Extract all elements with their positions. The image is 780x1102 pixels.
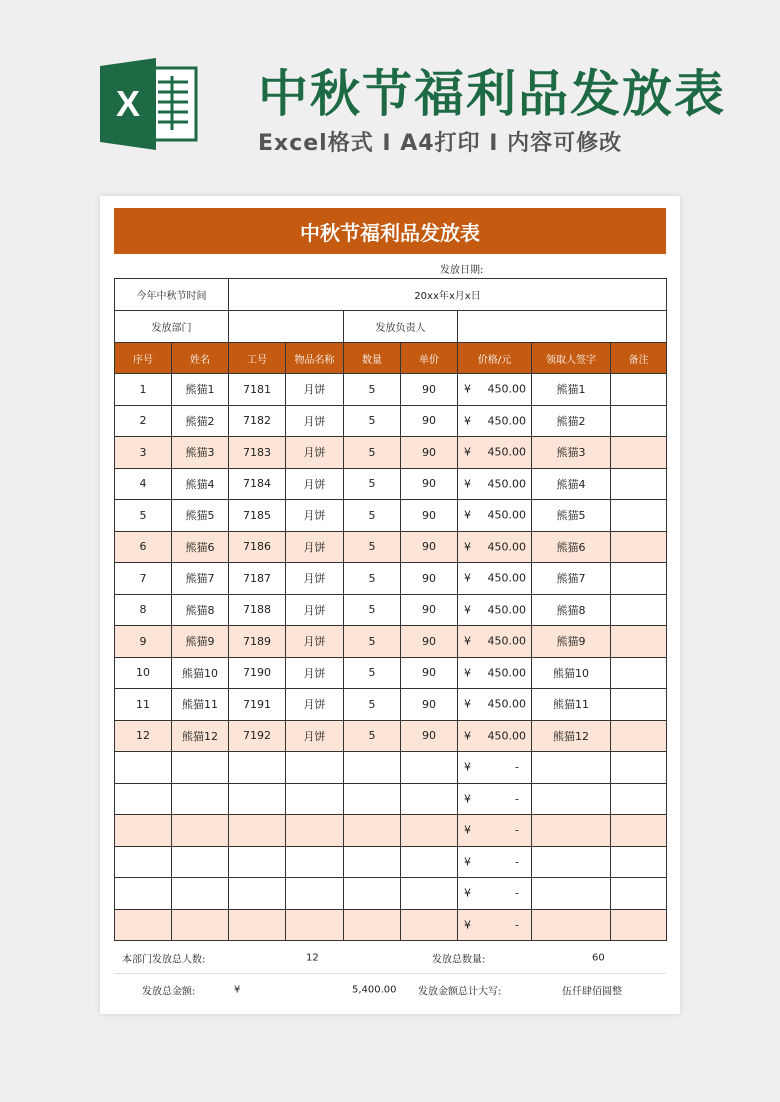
page-subtitle: Excel格式 I A4打印 I 内容可修改	[258, 131, 623, 156]
department-row	[115, 311, 667, 343]
note-cell[interactable]	[611, 909, 667, 941]
currency-symbol: ¥	[464, 382, 471, 396]
employee-id-cell[interactable]: 7186	[229, 531, 286, 563]
signature-cell[interactable]: 熊猫7	[532, 563, 611, 595]
note-cell[interactable]	[611, 531, 667, 563]
table-row	[115, 594, 667, 626]
person-value[interactable]	[458, 311, 667, 343]
item-cell[interactable]: 月饼	[286, 531, 344, 563]
name-cell[interactable]: 熊猫12	[172, 720, 229, 752]
quantity-cell[interactable]: 5	[344, 531, 401, 563]
note-cell[interactable]	[611, 626, 667, 658]
employee-id-cell[interactable]: 7181	[229, 374, 286, 406]
currency-symbol: ¥	[464, 886, 471, 900]
table-row	[115, 405, 667, 437]
row-number[interactable]: 5	[115, 500, 172, 532]
employee-id-cell[interactable]: 7192	[229, 720, 286, 752]
item-cell[interactable]: 月饼	[286, 500, 344, 532]
unit-price-cell[interactable]	[401, 752, 458, 784]
column-header: 工号	[229, 343, 286, 374]
employee-id-cell[interactable]	[229, 815, 286, 847]
date-line	[114, 256, 666, 278]
amount-words-value: 伍仟肆佰圆整	[562, 986, 622, 998]
row-number[interactable]: 12	[115, 720, 172, 752]
currency-symbol: ¥	[464, 414, 471, 428]
price-cell[interactable]	[458, 689, 532, 721]
note-cell[interactable]	[611, 815, 667, 847]
row-number[interactable]: 8	[115, 594, 172, 626]
row-number[interactable]: 4	[115, 468, 172, 500]
signature-cell[interactable]	[532, 752, 611, 784]
employee-id-cell[interactable]: 7187	[229, 563, 286, 595]
table-row	[115, 657, 667, 689]
price-value: 450.00	[487, 414, 526, 428]
note-cell[interactable]	[611, 405, 667, 437]
item-cell[interactable]: 月饼	[286, 594, 344, 626]
table-row	[115, 468, 667, 500]
price-value: 450.00	[487, 729, 526, 743]
total-qty-label: 发放总数量:	[432, 954, 486, 965]
quantity-cell[interactable]: 5	[344, 468, 401, 500]
currency-symbol: ¥	[464, 697, 471, 711]
table-row	[115, 563, 667, 595]
signature-cell[interactable]: 熊猫5	[532, 500, 611, 532]
unit-price-cell[interactable]: 90	[401, 594, 458, 626]
price-value: -	[515, 918, 519, 932]
department-label: 发放部门	[115, 311, 229, 343]
row-number[interactable]	[115, 878, 172, 910]
quantity-cell[interactable]: 5	[344, 374, 401, 406]
price-value: 450.00	[487, 634, 526, 648]
employee-id-cell[interactable]: 7183	[229, 437, 286, 469]
employee-id-cell[interactable]	[229, 752, 286, 784]
unit-price-cell[interactable]: 90	[401, 374, 458, 406]
signature-cell[interactable]: 熊猫9	[532, 626, 611, 658]
table-row	[115, 500, 667, 532]
name-cell[interactable]: 熊猫6	[172, 531, 229, 563]
name-cell[interactable]	[172, 815, 229, 847]
column-header-row	[115, 343, 667, 374]
table-row	[115, 720, 667, 752]
sheet-title: 中秋节福利品发放表	[114, 208, 666, 254]
note-cell[interactable]	[611, 720, 667, 752]
price-cell[interactable]	[458, 846, 532, 878]
quantity-cell[interactable]: 5	[344, 563, 401, 595]
signature-cell[interactable]: 熊猫2	[532, 405, 611, 437]
item-cell[interactable]: 月饼	[286, 689, 344, 721]
price-value: 450.00	[487, 445, 526, 459]
employee-id-cell[interactable]: 7190	[229, 657, 286, 689]
currency-symbol: ¥	[464, 855, 471, 869]
unit-price-cell[interactable]	[401, 878, 458, 910]
note-cell[interactable]	[611, 689, 667, 721]
signature-cell[interactable]: 熊猫11	[532, 689, 611, 721]
welfare-table	[114, 278, 667, 941]
festival-time-label: 今年中秋节时间	[115, 279, 229, 311]
item-cell[interactable]: 月饼	[286, 437, 344, 469]
signature-cell[interactable]: 熊猫3	[532, 437, 611, 469]
currency-symbol: ¥	[464, 729, 471, 743]
signature-cell[interactable]: 熊猫12	[532, 720, 611, 752]
item-cell[interactable]: 月饼	[286, 468, 344, 500]
column-header: 物品名称	[286, 343, 344, 374]
item-cell[interactable]	[286, 752, 344, 784]
price-value: 450.00	[487, 508, 526, 522]
currency-symbol: ¥	[464, 634, 471, 648]
name-cell[interactable]	[172, 752, 229, 784]
currency-symbol: ¥	[234, 984, 241, 996]
row-number[interactable]	[115, 909, 172, 941]
row-number[interactable]: 2	[115, 405, 172, 437]
table-row	[115, 878, 667, 910]
price-cell[interactable]	[458, 752, 532, 784]
item-cell[interactable]	[286, 815, 344, 847]
row-number[interactable]	[115, 783, 172, 815]
unit-price-cell[interactable]: 90	[401, 468, 458, 500]
excel-logo-icon	[100, 58, 200, 150]
name-cell[interactable]: 熊猫3	[172, 437, 229, 469]
price-value: 450.00	[487, 666, 526, 680]
name-cell[interactable]: 熊猫4	[172, 468, 229, 500]
employee-id-cell[interactable]: 7184	[229, 468, 286, 500]
row-number[interactable]: 10	[115, 657, 172, 689]
name-cell[interactable]: 熊猫2	[172, 405, 229, 437]
signature-cell[interactable]: 熊猫6	[532, 531, 611, 563]
currency-symbol: ¥	[464, 603, 471, 617]
price-value: -	[515, 792, 519, 806]
price-cell[interactable]	[458, 468, 532, 500]
price-cell[interactable]	[458, 405, 532, 437]
column-header: 价格/元	[458, 343, 532, 374]
summary-row-2	[114, 974, 666, 1006]
price-cell[interactable]	[458, 720, 532, 752]
note-cell[interactable]	[611, 783, 667, 815]
employee-id-cell[interactable]: 7185	[229, 500, 286, 532]
unit-price-cell[interactable]: 90	[401, 626, 458, 658]
unit-price-cell[interactable]: 90	[401, 657, 458, 689]
price-value: -	[515, 823, 519, 837]
name-cell[interactable]: 熊猫8	[172, 594, 229, 626]
row-number[interactable]: 6	[115, 531, 172, 563]
quantity-cell[interactable]: 5	[344, 437, 401, 469]
price-cell[interactable]	[458, 374, 532, 406]
employee-id-cell[interactable]	[229, 878, 286, 910]
page-title: 中秋节福利品发放表	[258, 65, 726, 123]
name-cell[interactable]	[172, 878, 229, 910]
item-cell[interactable]: 月饼	[286, 626, 344, 658]
currency-symbol: ¥	[464, 540, 471, 554]
signature-cell[interactable]	[532, 846, 611, 878]
signature-cell[interactable]	[532, 878, 611, 910]
price-cell[interactable]	[458, 909, 532, 941]
name-cell[interactable]	[172, 783, 229, 815]
summary-row-1	[114, 942, 666, 974]
employee-id-cell[interactable]	[229, 783, 286, 815]
item-cell[interactable]	[286, 878, 344, 910]
quantity-cell[interactable]: 5	[344, 626, 401, 658]
employee-id-cell[interactable]: 7182	[229, 405, 286, 437]
name-cell[interactable]: 熊猫7	[172, 563, 229, 595]
note-cell[interactable]	[611, 846, 667, 878]
signature-cell[interactable]	[532, 909, 611, 941]
currency-symbol: ¥	[464, 918, 471, 932]
currency-symbol: ¥	[464, 760, 471, 774]
table-row	[115, 374, 667, 406]
total-qty-value: 60	[592, 952, 605, 963]
unit-price-cell[interactable]: 90	[401, 500, 458, 532]
item-cell[interactable]	[286, 909, 344, 941]
name-cell[interactable]: 熊猫1	[172, 374, 229, 406]
price-cell[interactable]	[458, 531, 532, 563]
price-cell[interactable]	[458, 500, 532, 532]
row-number[interactable]	[115, 846, 172, 878]
item-cell[interactable]: 月饼	[286, 374, 344, 406]
table-row	[115, 815, 667, 847]
note-cell[interactable]	[611, 374, 667, 406]
amount-words-label: 发放金额总计大写:	[418, 986, 502, 998]
price-cell[interactable]	[458, 815, 532, 847]
unit-price-cell[interactable]: 90	[401, 405, 458, 437]
total-people-label: 本部门发放总人数:	[122, 954, 206, 965]
currency-symbol: ¥	[464, 571, 471, 585]
row-number[interactable]	[115, 815, 172, 847]
quantity-cell[interactable]	[344, 878, 401, 910]
row-number[interactable]: 7	[115, 563, 172, 595]
price-cell[interactable]	[458, 563, 532, 595]
price-cell[interactable]	[458, 626, 532, 658]
quantity-cell[interactable]	[344, 815, 401, 847]
price-value: 450.00	[487, 477, 526, 491]
employee-id-cell[interactable]	[229, 909, 286, 941]
note-cell[interactable]	[611, 500, 667, 532]
department-value[interactable]	[229, 311, 344, 343]
table-row	[115, 626, 667, 658]
quantity-cell[interactable]	[344, 846, 401, 878]
table-row	[115, 689, 667, 721]
note-cell[interactable]	[611, 657, 667, 689]
employee-id-cell[interactable]	[229, 846, 286, 878]
unit-price-cell[interactable]: 90	[401, 531, 458, 563]
total-people-value: 12	[306, 952, 319, 963]
name-cell[interactable]	[172, 909, 229, 941]
column-header: 单价	[401, 343, 458, 374]
table-row	[115, 531, 667, 563]
currency-symbol: ¥	[464, 445, 471, 459]
quantity-cell[interactable]: 5	[344, 720, 401, 752]
total-amount-label: 发放总金额:	[142, 986, 196, 998]
quantity-cell[interactable]	[344, 752, 401, 784]
item-cell[interactable]	[286, 783, 344, 815]
name-cell[interactable]	[172, 846, 229, 878]
quantity-cell[interactable]: 5	[344, 657, 401, 689]
item-cell[interactable]: 月饼	[286, 563, 344, 595]
signature-cell[interactable]	[532, 815, 611, 847]
name-cell[interactable]: 熊猫10	[172, 657, 229, 689]
unit-price-cell[interactable]: 90	[401, 689, 458, 721]
quantity-cell[interactable]	[344, 783, 401, 815]
unit-price-cell[interactable]	[401, 909, 458, 941]
total-amount-value: 5,400.00	[352, 984, 397, 996]
price-cell[interactable]	[458, 878, 532, 910]
note-cell[interactable]	[611, 752, 667, 784]
item-cell[interactable]	[286, 846, 344, 878]
quantity-cell[interactable]	[344, 909, 401, 941]
note-cell[interactable]	[611, 437, 667, 469]
quantity-cell[interactable]: 5	[344, 594, 401, 626]
table-row	[115, 752, 667, 784]
unit-price-cell[interactable]: 90	[401, 563, 458, 595]
column-header: 姓名	[172, 343, 229, 374]
note-cell[interactable]	[611, 468, 667, 500]
price-value: -	[515, 855, 519, 869]
signature-cell[interactable]: 熊猫10	[532, 657, 611, 689]
name-cell[interactable]: 熊猫5	[172, 500, 229, 532]
table-row	[115, 909, 667, 941]
row-number[interactable]: 9	[115, 626, 172, 658]
price-cell[interactable]	[458, 437, 532, 469]
price-value: -	[515, 760, 519, 774]
signature-cell[interactable]: 熊猫4	[532, 468, 611, 500]
employee-id-cell[interactable]: 7191	[229, 689, 286, 721]
price-cell[interactable]	[458, 783, 532, 815]
item-cell[interactable]: 月饼	[286, 657, 344, 689]
price-cell[interactable]	[458, 657, 532, 689]
item-cell[interactable]: 月饼	[286, 720, 344, 752]
unit-price-cell[interactable]: 90	[401, 437, 458, 469]
price-value: -	[515, 886, 519, 900]
name-cell[interactable]: 熊猫9	[172, 626, 229, 658]
festival-time-value[interactable]: 20xx年x月x日	[229, 279, 667, 311]
row-number[interactable]: 3	[115, 437, 172, 469]
column-header: 备注	[611, 343, 667, 374]
currency-symbol: ¥	[464, 666, 471, 680]
unit-price-cell[interactable]: 90	[401, 720, 458, 752]
price-value: 450.00	[487, 382, 526, 396]
unit-price-cell[interactable]	[401, 783, 458, 815]
quantity-cell[interactable]: 5	[344, 405, 401, 437]
note-cell[interactable]	[611, 594, 667, 626]
note-cell[interactable]	[611, 878, 667, 910]
svg-text:X: X	[115, 83, 141, 124]
currency-symbol: ¥	[464, 792, 471, 806]
row-number[interactable]: 11	[115, 689, 172, 721]
table-row	[115, 846, 667, 878]
price-value: 450.00	[487, 603, 526, 617]
signature-cell[interactable]	[532, 783, 611, 815]
column-header: 数量	[344, 343, 401, 374]
column-header: 序号	[115, 343, 172, 374]
name-cell[interactable]: 熊猫11	[172, 689, 229, 721]
table-row	[115, 437, 667, 469]
worksheet	[100, 196, 680, 1014]
quantity-cell[interactable]: 5	[344, 500, 401, 532]
person-label: 发放负责人	[344, 311, 458, 343]
item-cell[interactable]: 月饼	[286, 405, 344, 437]
price-value: 450.00	[487, 571, 526, 585]
unit-price-cell[interactable]	[401, 815, 458, 847]
price-cell[interactable]	[458, 594, 532, 626]
employee-id-cell[interactable]: 7189	[229, 626, 286, 658]
quantity-cell[interactable]: 5	[344, 689, 401, 721]
signature-cell[interactable]: 熊猫8	[532, 594, 611, 626]
unit-price-cell[interactable]	[401, 846, 458, 878]
employee-id-cell[interactable]: 7188	[229, 594, 286, 626]
row-number[interactable]: 1	[115, 374, 172, 406]
note-cell[interactable]	[611, 563, 667, 595]
column-header: 领取人签字	[532, 343, 611, 374]
table-row	[115, 783, 667, 815]
currency-symbol: ¥	[464, 823, 471, 837]
date-label: 发放日期:	[440, 265, 484, 276]
festival-time-row	[115, 279, 667, 311]
price-value: 450.00	[487, 697, 526, 711]
currency-symbol: ¥	[464, 477, 471, 491]
signature-cell[interactable]: 熊猫1	[532, 374, 611, 406]
row-number[interactable]	[115, 752, 172, 784]
currency-symbol: ¥	[464, 508, 471, 522]
price-value: 450.00	[487, 540, 526, 554]
